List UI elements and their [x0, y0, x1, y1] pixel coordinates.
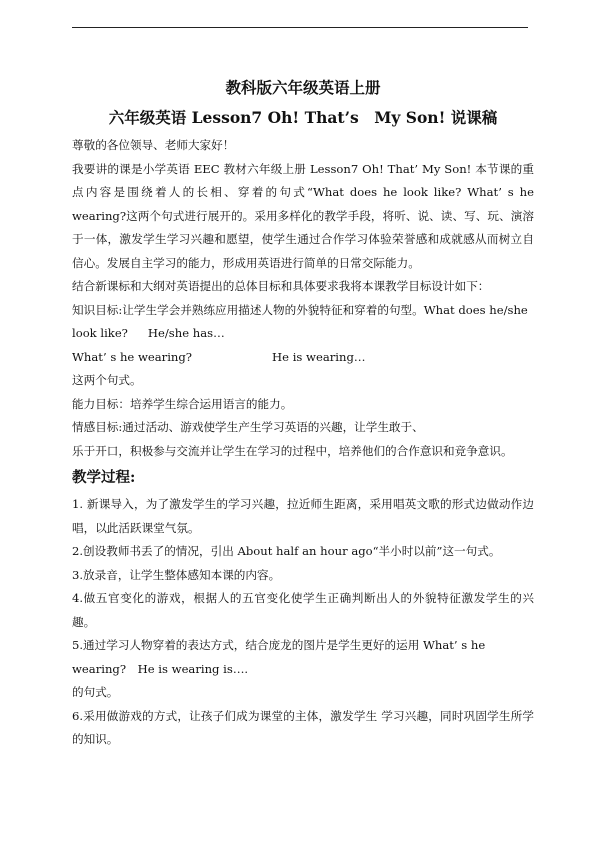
- step-5-line-1: 5.通过学习人物穿着的表达方式，结合庞龙的图片是学生更好的运用 What’ s he: [72, 638, 486, 652]
- document-subtitle: 六年级英语 Lesson7 Oh! That’s My Son! 说课稿: [108, 108, 498, 127]
- knowledge-line-2: [72, 322, 534, 346]
- emotion-goal-line-2: 乐于开口，积极参与交流并让学生在学习的过程中，培养他们的合作意识和竞争意识。: [72, 443, 513, 458]
- header-rule: [72, 27, 528, 28]
- process-heading: 教学过程:: [72, 469, 136, 486]
- goals-intro: 结合新课标和大纲对英语提出的总体目标和具体要求我将本课教学目标设计如下：: [72, 279, 490, 293]
- knowledge-line-3-a: What’ s he wearing?: [72, 349, 193, 364]
- knowledge-line-2-a: look like?: [72, 326, 128, 340]
- step-1: 1. 新课导入，为了激发学生的学习兴趣，拉近师生距离，采用唱英文歌的形式边做动作边唱，以此活跃课堂气氛。: [72, 497, 534, 535]
- intro-paragraph: 我要讲的课是小学英语 EEC 教材六年级上册 Lesson7 Oh! That’ My Son! 本节课的重点内容是围绕着人的长相、穿着的句式“What does he look like? What’ s he wearing?这两个句式进行展开的。采用多样化的教学手段，将听、说、读、写、玩、演溶于一体，激发学生学习兴趣和愿望，使学生通过合作学习体验荣誉感和成就感从而树立自信心。发展自主学习的能力，形成用英语进行简单的日常交际能力。: [72, 161, 534, 270]
- step-5-line-2: wearing? He is wearing is….: [72, 661, 249, 676]
- emotion-goal-line-1: 情感目标:通过活动、游戏使学生产生学习英语的兴趣，让学生敢于、: [72, 420, 424, 434]
- knowledge-line-2-b: He/she has…: [147, 326, 225, 340]
- knowledge-line-3: [72, 346, 534, 370]
- ability-goal: 能力目标：培养学生综合运用语言的能力。: [72, 396, 293, 411]
- knowledge-line-3-b: He is wearing…: [272, 349, 366, 364]
- document-body: [72, 70, 534, 752]
- greeting: 尊敬的各位领导、老师大家好！: [72, 138, 235, 152]
- step-3: 3.放录音，让学生整体感知本课的内容。: [72, 567, 281, 582]
- knowledge-goal: 知识目标:让学生学会并熟练应用描述人物的外貌特征和穿着的句型。What does he/she: [72, 302, 528, 317]
- step-5-line-3: 的句式。: [72, 685, 119, 699]
- step-6: 6.采用做游戏的方式，让孩子们成为课堂的主体，激发学生 学习兴趣，同时巩固学生所学的知识。: [72, 708, 534, 746]
- document-title: 教科版六年级英语上册: [225, 78, 381, 97]
- step-4: 4.做五官变化的游戏，根据人的五官变化使学生正确判断出人的外貌特征激发学生的兴趣。: [72, 591, 534, 629]
- knowledge-line-4: 这两个句式。: [72, 373, 142, 387]
- step-2: 2.创设教师书丢了的情况，引出 About half an hour ago“半小时以前”这一句式。: [72, 544, 501, 558]
